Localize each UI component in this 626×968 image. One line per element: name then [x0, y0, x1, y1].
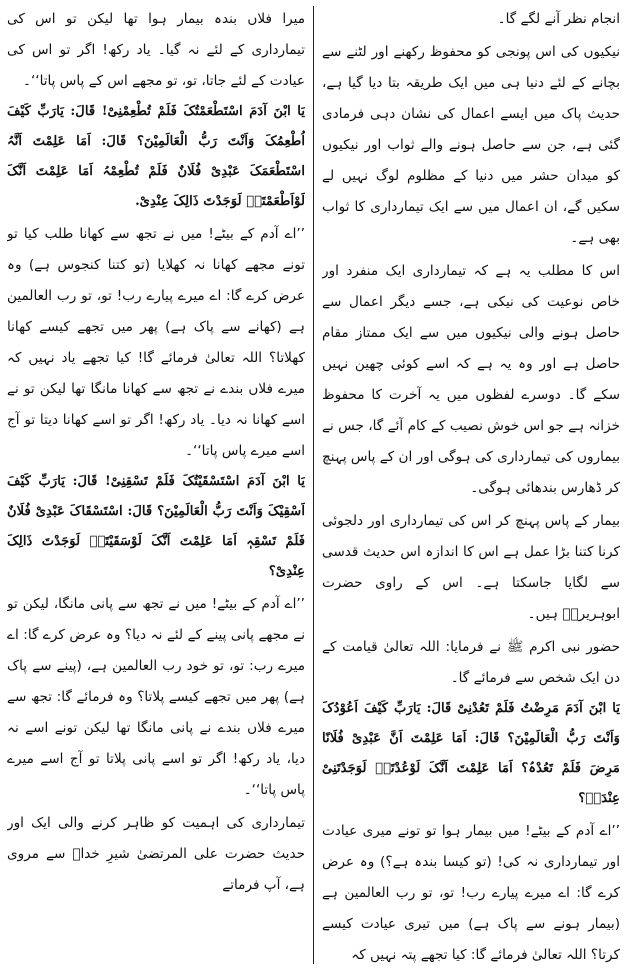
arabic-hadith-text: یَا ابْنَ آدَمَ اسْتَطْعَمْتُکَ فَلَمْ تُطْعِمْنِیْ! قَالَ: یَارَبِّ کَیْفَ اُطْعِمُکَ وَاَنْتَ رَبُّ الْعَالَمِیْنَ؟ قَالَ: اَمَا عَلِمْتَ اَنَّہُ اسْتَطْعَمَکَ عَبْدِیْ فُلَانٌ فَلَمْ تُطْعِمْہُ اَمَا عَلِمْتَ اَنَّکَ لَوْاَطْعَمْتَہٗ لَوَجَدْتَ ذَالِکَ عِنْدِیْ. — [7, 104, 305, 209]
paragraph: بیمار کے پاس پہنچ کر اس کی تیمارداری اور دلجوئی کرنا کتنا بڑا عمل ہے اس کا اندازہ اس حدیث قدسی سے لگایا جاسکتا ہے۔ اس کے راوی حضرت ابوہریرہؓ ہیں۔ — [322, 513, 620, 622]
arabic-hadith-text: یَا ابْنَ آدَمَ اسْتَسْقَیْتُکَ فَلَمْ تَسْقِنِیْ! قَالَ: یَارَبِّ کَیْفَ اَسْقِیْکَ وَاَنْتَ رَبُّ الْعَالَمِیْنَ؟ قَالَ: اسْتَسْقَاکَ عَبْدِیْ فُلَانٌ فَلَمْ تَسْقِہٖ اَمَا عَلِمْتَ اَنَّکَ لَوْسَقَیْتَہٗ لَوَجَدْتَ ذَالِکَ عِنْدِیْ؟ — [7, 474, 305, 579]
paragraph: میرا فلاں بندہ بیمار ہوا تھا لیکن تو اس کی تیمارداری کے لئے نہ گیا۔ یاد رکھ! اگر تو اس کی عیادت کے لئے جاتا، تو، تو مجھے اس کے پاس پاتا‘‘۔ — [7, 11, 305, 89]
paragraph: حضور نبی اکرم ﷺ نے فرمایا: اللہ تعالیٰ قیامت کے دن ایک شخص سے فرمائے گا۔ — [322, 639, 620, 686]
paragraph: تیمارداری کی اہمیت کو ظاہر کرنے والی ایک اور حدیث حضرت علی المرتضیٰ شیرِ خداؓ سے مروی ہے، آپ فرماتے — [7, 815, 305, 893]
left-column — [7, 2, 305, 968]
paragraph: انجام نظر آنے لگے گا۔ — [497, 11, 620, 27]
paragraph: ’’اے آدم کے بیٹے! میں بیمار ہوا تو تونے میری عیادت اور تیمارداری نہ کی! (تو کیسا بندہ ہے؟) وہ عرض کرے گا: اے میرے پیارے رب! تو، تو رب العالمین ہے (بیمار ہونے سے پاک ہے) میں تیری عیادت کیسے کرتا؟ اللہ تعالیٰ فرمائے گا: کیا تجھے پتہ نہیں کہ — [322, 823, 620, 963]
column-divider — [313, 6, 314, 964]
right-column — [322, 2, 620, 968]
paragraph: ’’اے آدم کے بیٹے! میں نے تجھ سے کھانا طلب کیا تو تونے مجھے کھانا نہ کھلایا (تو کتنا کنجوس ہے) وہ عرض کرے گا: اے میرے پیارے رب! تو، تو رب العالمین ہے (کھانے سے پاک ہے) پھر میں تجھے کیسے کھانا کھلاتا؟ اللہ تعالیٰ فرمائے گا! کیا تجھے یاد نہیں کہ میرے فلاں بندے نے تجھ سے کھانا مانگا تھا لیکن تو نے اسے کھانا نہ دیا۔ یاد رکھ! اگر تو اسے کھانا دیتا تو آج اسے میرے پاس پاتا‘‘۔ — [7, 226, 305, 459]
paragraph: نیکیوں کی اس پونجی کو محفوظ رکھنے اور لٹنے سے بچانے کے لئے دنیا ہی میں ایک طریقہ بتا دیا گیا ہے، حدیث پاک میں ایسے اعمال کی نشان دہی فرمادی گئی ہے، جن سے حاصل ہونے والے ثواب اور نیکیوں کو میدان حشر میں دنیا کے مظلوم لوگ نہیں لے سکیں گے، ان اعمال میں سے ایک تیمارداری کا ثواب بھی ہے۔ — [322, 44, 620, 246]
arabic-hadith-text: یَا ابْنَ آدَمَ مَرِضْتُ فَلَمْ تَعُدْنِیْ قَالَ: یَارَبِّ کَیْفَ اَعُوْدُکَ وَاَنْتَ رَبُّ الْعَالَمِیْنَ؟ قَالَ: اَمَا عَلِمْتَ اَنَّ عَبْدِیْ فُلَانًا مَرِضَ فَلَمْ تَعُدْہُ؟ اَمَا عَلِمْتَ اَنَّکَ لَوْعُدْتَہٗ لَوَجَدْتَنِیْ عِنْدَہٗ؟ — [322, 701, 620, 806]
paragraph: اس کا مطلب یہ ہے کہ تیمارداری ایک منفرد اور خاص نوعیت کی نیکی ہے، جسے دیگر اعمال سے حاصل ہونے والی نیکیوں میں سے ایک ممتاز مقام حاصل ہے اور وہ یہ ہے کہ اسے کوئی چھین نہیں سکے گا۔ دوسرے لفظوں میں یہ آخرت کا محفوظ خزانہ ہے جو اس خوش نصیب کے کام آئے گا، جس نے بیماروں کی تیمارداری کی ہوگی اور ان کے پاس پہنچ کر ڈھارس بندھائی ہوگی۔ — [322, 263, 620, 496]
paragraph: ’’اے آدم کے بیٹے! میں نے تجھ سے پانی مانگا، لیکن تو نے مجھے پانی پینے کے لئے نہ دیا؟ وہ عرض کرے گا: اے میرے رب: تو، تو خود رب العالمین ہے، (پینے سے پاک ہے) پھر میں تجھے کیسے پلاتا؟ وہ فرمائے گا: تجھ سے میرے فلاں بندے نے پانی مانگا تھا لیکن تونے اسے نہ دیا، یاد رکھ! اگر تو اسے پانی پلاتا تو آج اسے میرے پاس پاتا‘‘۔ — [7, 596, 305, 798]
